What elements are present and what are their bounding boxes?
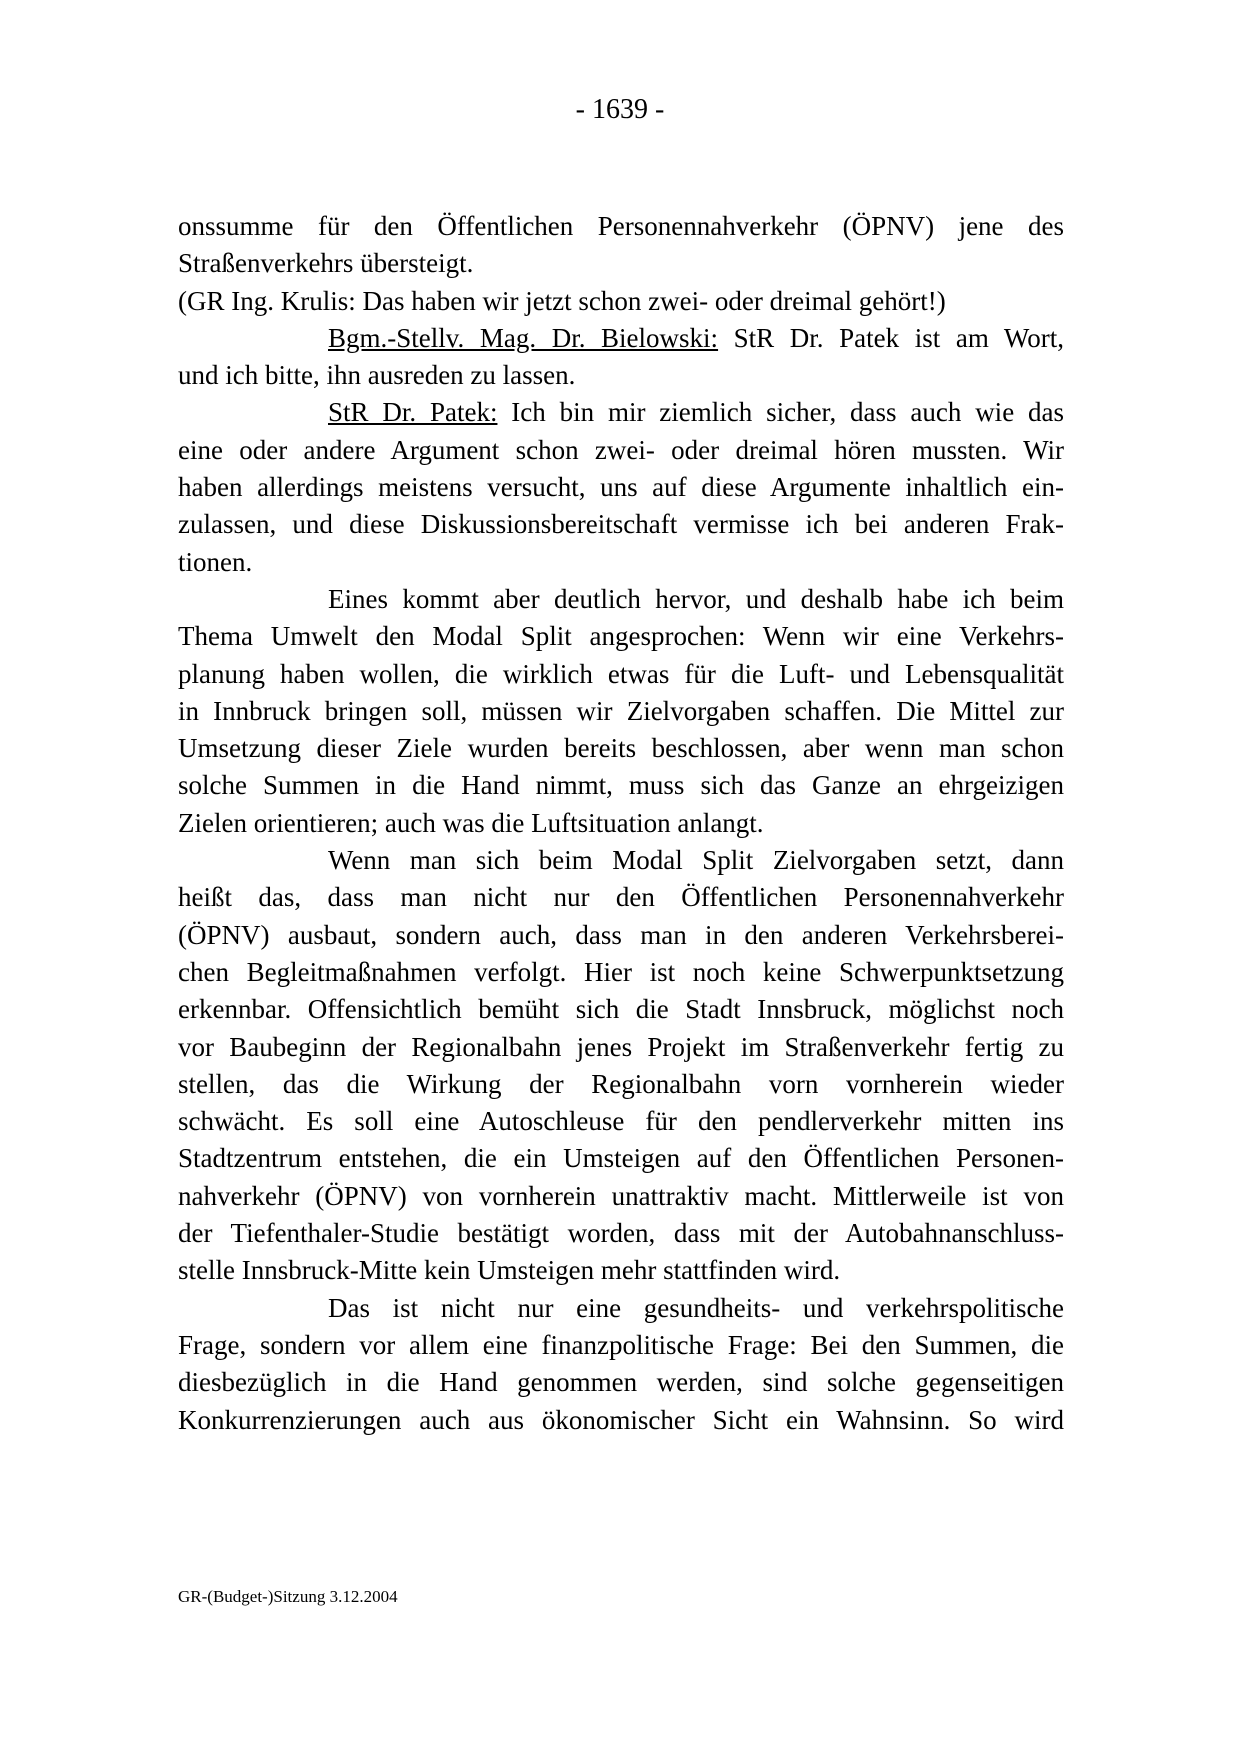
text-line: Stadtzentrum entstehen, die ein Umsteigen auf den Öffentlichen Personen-: [178, 1143, 1064, 1174]
text-line: stellen, das die Wirkung der Regionalbahn vorn vornherein wieder: [178, 1068, 1064, 1099]
text-line: heißt das, dass man nicht nur den Öffentlichen Personennahverkehr: [178, 882, 1064, 913]
text-line: stelle Innsbruck-Mitte kein Umsteigen mehr stattfinden wird.: [178, 1255, 841, 1286]
text-line: Straßenverkehrs übersteigt.: [178, 248, 474, 279]
document-footer: GR-(Budget-)Sitzung 3.12.2004: [178, 1587, 398, 1606]
paragraph-start-line: Wenn man sich beim Modal Split Zielvorgaben setzt, dann: [328, 845, 1064, 876]
text-line: solche Summen in die Hand nimmt, muss sich das Ganze an ehrgeizigen: [178, 770, 1064, 801]
page-number: - 1639 -: [575, 94, 665, 125]
text-line: haben allerdings meistens versucht, uns auf diese Argumente inhaltlich ein-: [178, 472, 1064, 503]
paragraph-start-line: Eines kommt aber deutlich hervor, und deshalb habe ich beim: [328, 583, 1064, 614]
text-line: onssumme für den Öffentlichen Personennahverkehr (ÖPNV) jene des: [178, 211, 1064, 241]
text-line: Frage, sondern vor allem eine finanzpolitische Frage: Bei den Summen, die: [178, 1329, 1064, 1360]
text-line: chen Begleitmaßnahmen verfolgt. Hier ist noch keine Schwerpunktsetzung: [178, 956, 1064, 987]
text-line: in Innbruck bringen soll, müssen wir Zielvorgaben schaffen. Die Mittel zur: [178, 695, 1064, 726]
text-line: erkennbar. Offensichtlich bemüht sich die Stadt Innsbruck, möglichst noch: [178, 994, 1064, 1025]
text-line: nahverkehr (ÖPNV) von vornherein unattraktiv macht. Mittlerweile ist von: [178, 1180, 1064, 1211]
text-line: Konkurrenzierungen auch aus ökonomischer Sicht ein Wahnsinn. So wird: [178, 1404, 1064, 1435]
text-line: vor Baubeginn der Regionalbahn jenes Projekt im Straßenverkehr fertig zu: [178, 1031, 1064, 1062]
text-line: Zielen orientieren; auch was die Luftsituation anlangt.: [178, 807, 764, 838]
text-line: eine oder andere Argument schon zwei- oder dreimal hören mussten. Wir: [178, 434, 1064, 465]
speaker-line: StR Dr. Patek: Ich bin mir ziemlich sicher, dass auch wie das: [328, 397, 1064, 428]
text-line: planung haben wollen, die wirklich etwas für die Luft- und Lebensqualität: [178, 658, 1064, 689]
text-line: Umsetzung dieser Ziele wurden bereits beschlossen, aber wenn man schon: [178, 733, 1064, 764]
text-line: tionen.: [178, 546, 253, 577]
text-line: schwächt. Es soll eine Autoschleuse für den pendlerverkehr mitten ins: [178, 1106, 1064, 1137]
text-line: diesbezüglich in die Hand genommen werden, sind solche gegenseitigen: [178, 1367, 1064, 1398]
text-line: der Tiefenthaler-Studie bestätigt worden, dass mit der Autobahnanschluss-: [178, 1218, 1064, 1249]
speaker-name: Bgm.-Stellv. Mag. Dr. Bielowski:: [328, 322, 719, 353]
text-line: zulassen, und diese Diskussionsbereitschaft vermisse ich bei anderen Frak-: [178, 509, 1064, 540]
speaker-line: Bgm.-Stellv. Mag. Dr. Bielowski: StR Dr. Patek ist am Wort,: [328, 322, 1064, 353]
speaker-name: StR Dr. Patek:: [328, 397, 498, 428]
text-line: und ich bitte, ihn ausreden zu lassen.: [178, 360, 576, 391]
document-body: [178, 208, 1064, 1439]
paragraph-start-line: Das ist nicht nur eine gesundheits- und verkehrspolitische: [328, 1292, 1064, 1323]
text-line: (ÖPNV) ausbaut, sondern auch, dass man in den anderen Verkehrsberei-: [178, 919, 1064, 950]
text-line: Thema Umwelt den Modal Split angesprochen: Wenn wir eine Verkehrs-: [178, 621, 1064, 652]
interjection-line: (GR Ing. Krulis: Das haben wir jetzt schon zwei- oder dreimal gehört!): [178, 285, 946, 316]
